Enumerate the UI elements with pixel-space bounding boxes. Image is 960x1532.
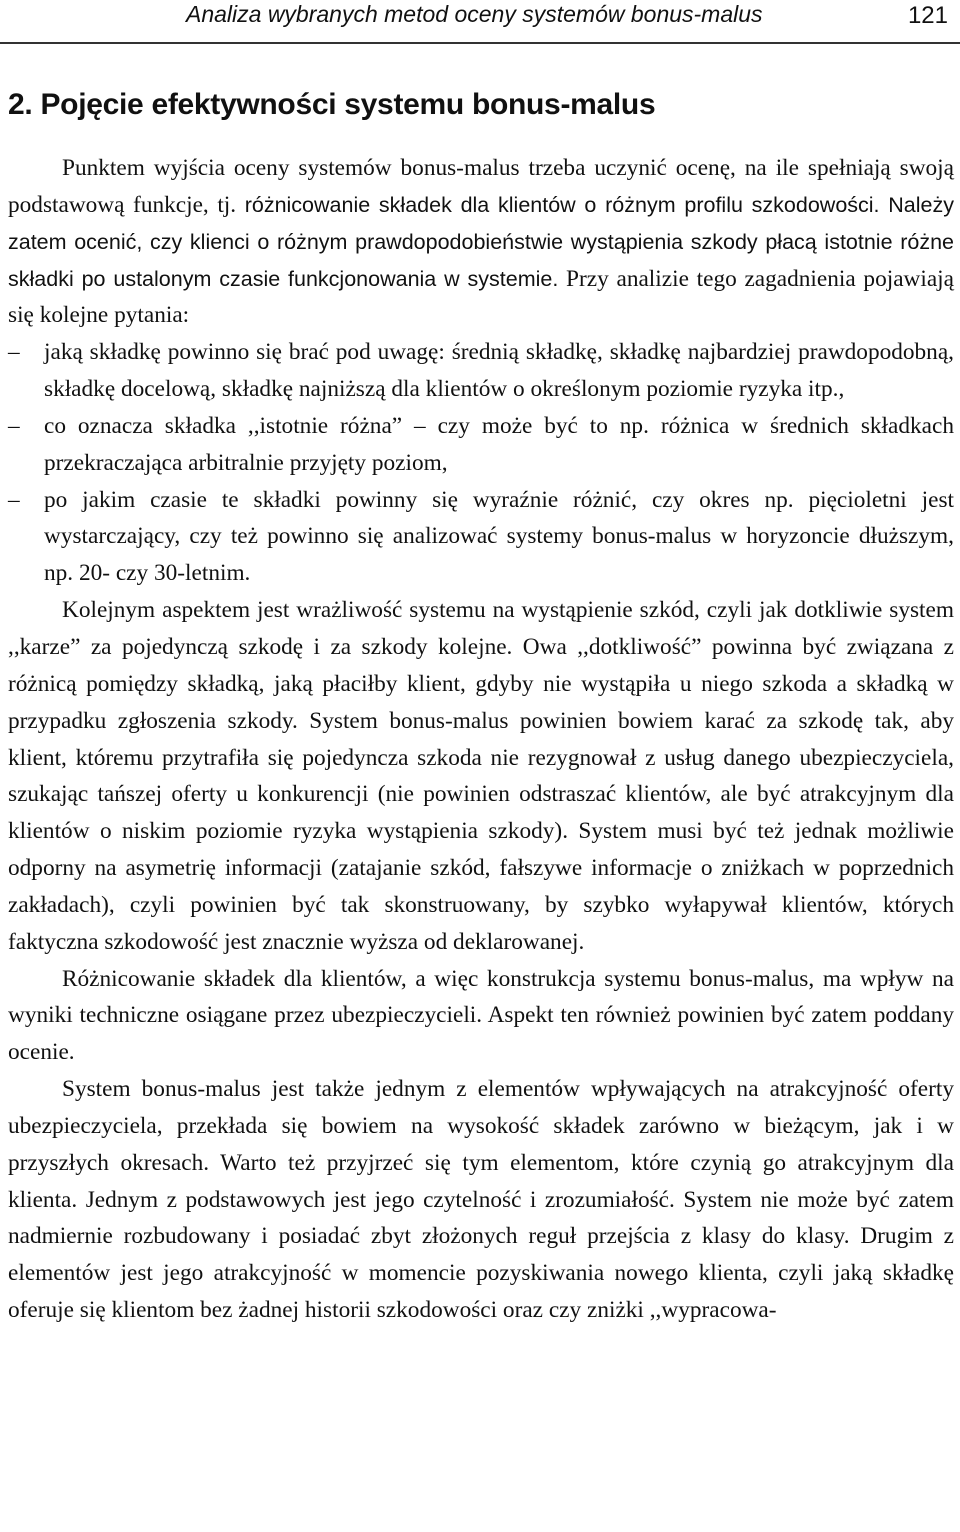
dash-bullet-icon: – xyxy=(8,486,20,513)
list-item-text: po jakim czasie te składki powinny się wyraźnie różnić, czy okres np. pięcioletni jest wystarczający, czy też powinno się analizować systemy bonus-malus w horyzoncie dłuższym, np. 20- czy 30-letnim. xyxy=(44,486,954,587)
list-item xyxy=(8,334,954,408)
dash-bullet-icon: – xyxy=(8,412,20,439)
running-title: Analiza wybranych metod oceny systemów bonus-malus xyxy=(186,1,763,27)
intro-text-2: różnicowanie składek dla klientów o różnym profilu szkodowości. Należy zatem ocenić, czy klienci o różnym prawdopodobieństwie wystąpienia szkody płacą istotnie różne składki po ustalonym czasie funkcjonowania w systemie. xyxy=(8,192,954,291)
intro-text-1: Punktem wyjścia oceny systemów bonus-malus trzeba uczynić ocenę, na ile spełniają swoją podstawową funkcje, tj. xyxy=(8,155,954,218)
running-header xyxy=(0,0,960,44)
dash-bullet-icon: – xyxy=(8,339,20,366)
list-item xyxy=(8,408,954,482)
intro-paragraph xyxy=(8,150,954,334)
list-item-text: co oznacza składka ,,istotnie różna” – czy może być to np. różnica w średnich składkach przekraczająca arbitralnie przyjęty poziom, xyxy=(44,412,954,476)
section-heading: 2. Pojęcie efektywności systemu bonus-malus xyxy=(8,88,656,121)
page-number: 121 xyxy=(907,2,948,29)
list-item-text: jaką składkę powinno się brać pod uwagę: średnią składkę, składkę najbardziej prawdopodobną, składkę docelową, składkę najniższą dla klientów o określonym poziomie ryzyka itp., xyxy=(44,339,954,403)
intro-text-3: Przy analizie tego zagadnienia pojawiają się kolejne pytania: xyxy=(8,265,954,329)
paragraph-attractiveness: System bonus-malus jest także jednym z elementów wpływających na atrakcyjność oferty ubezpieczyciela, przekłada się bowiem na wysokość składek zarówno w bieżącym, jak i w przyszłych okresach. Warto też przyjrzeć się tym elementom, które czynią go atrakcyjnym dla klienta. Jednym z podstawowych jest jego czytelność i zrozumiałość. System nie może być zatem nadmiernie rozbudowany i posiadać zbyt złożonych reguł przejścia z klasy do klasy. Drugim z elementów jest jego atrakcyjność w momencie pozyskiwania nowego klienta, czyli jaką składkę oferuje się klientom bez żadnej historii szkodowości oraz czy zniżki ,,wypracowa- xyxy=(8,1076,954,1324)
question-list xyxy=(8,334,954,592)
paragraph-technical-results: Różnicowanie składek dla klientów, a więc konstrukcja systemu bonus-malus, ma wpływ na wyniki techniczne osiągane przez ubezpieczycieli. Aspekt ten również powinien być zatem poddany ocenie. xyxy=(8,965,954,1066)
body-text xyxy=(8,150,954,1329)
paragraph-sensitivity: Kolejnym aspektem jest wrażliwość systemu na wystąpienie szkód, czyli jak dotkliwie system ,,karze” za pojedynczą szkodę i za szkody kolejne. Owa ,,dotkliwość” powinna być związana z różnicą pomiędzy składką, jaką płaciłby klient, gdyby nie wystąpiła u niego szkoda a składką w przypadku zgłoszenia szkody. System bonus-malus powinien bowiem karać za szkodę tak, aby klient, któremu przytrafiła się pojedyncza szkoda nie rezygnował z usług danego ubezpieczyciela, szukając tańszej oferty u konkurencji (nie powinien odstraszać klientów, ale być atrakcyjnym dla klientów o niskim poziomie ryzyka wystąpienia szkody). System musi być też jednak możliwie odporny na asymetrię informacji (zatajanie szkód, fałszywe informacje o zniżkach w poprzednich zakładach), czyli powinien być tak skonstruowany, by szybko wyłapywał klientów, których faktyczna szkodowość jest znacznie wyższa od deklarowanej. xyxy=(8,597,954,955)
list-item xyxy=(8,482,954,593)
